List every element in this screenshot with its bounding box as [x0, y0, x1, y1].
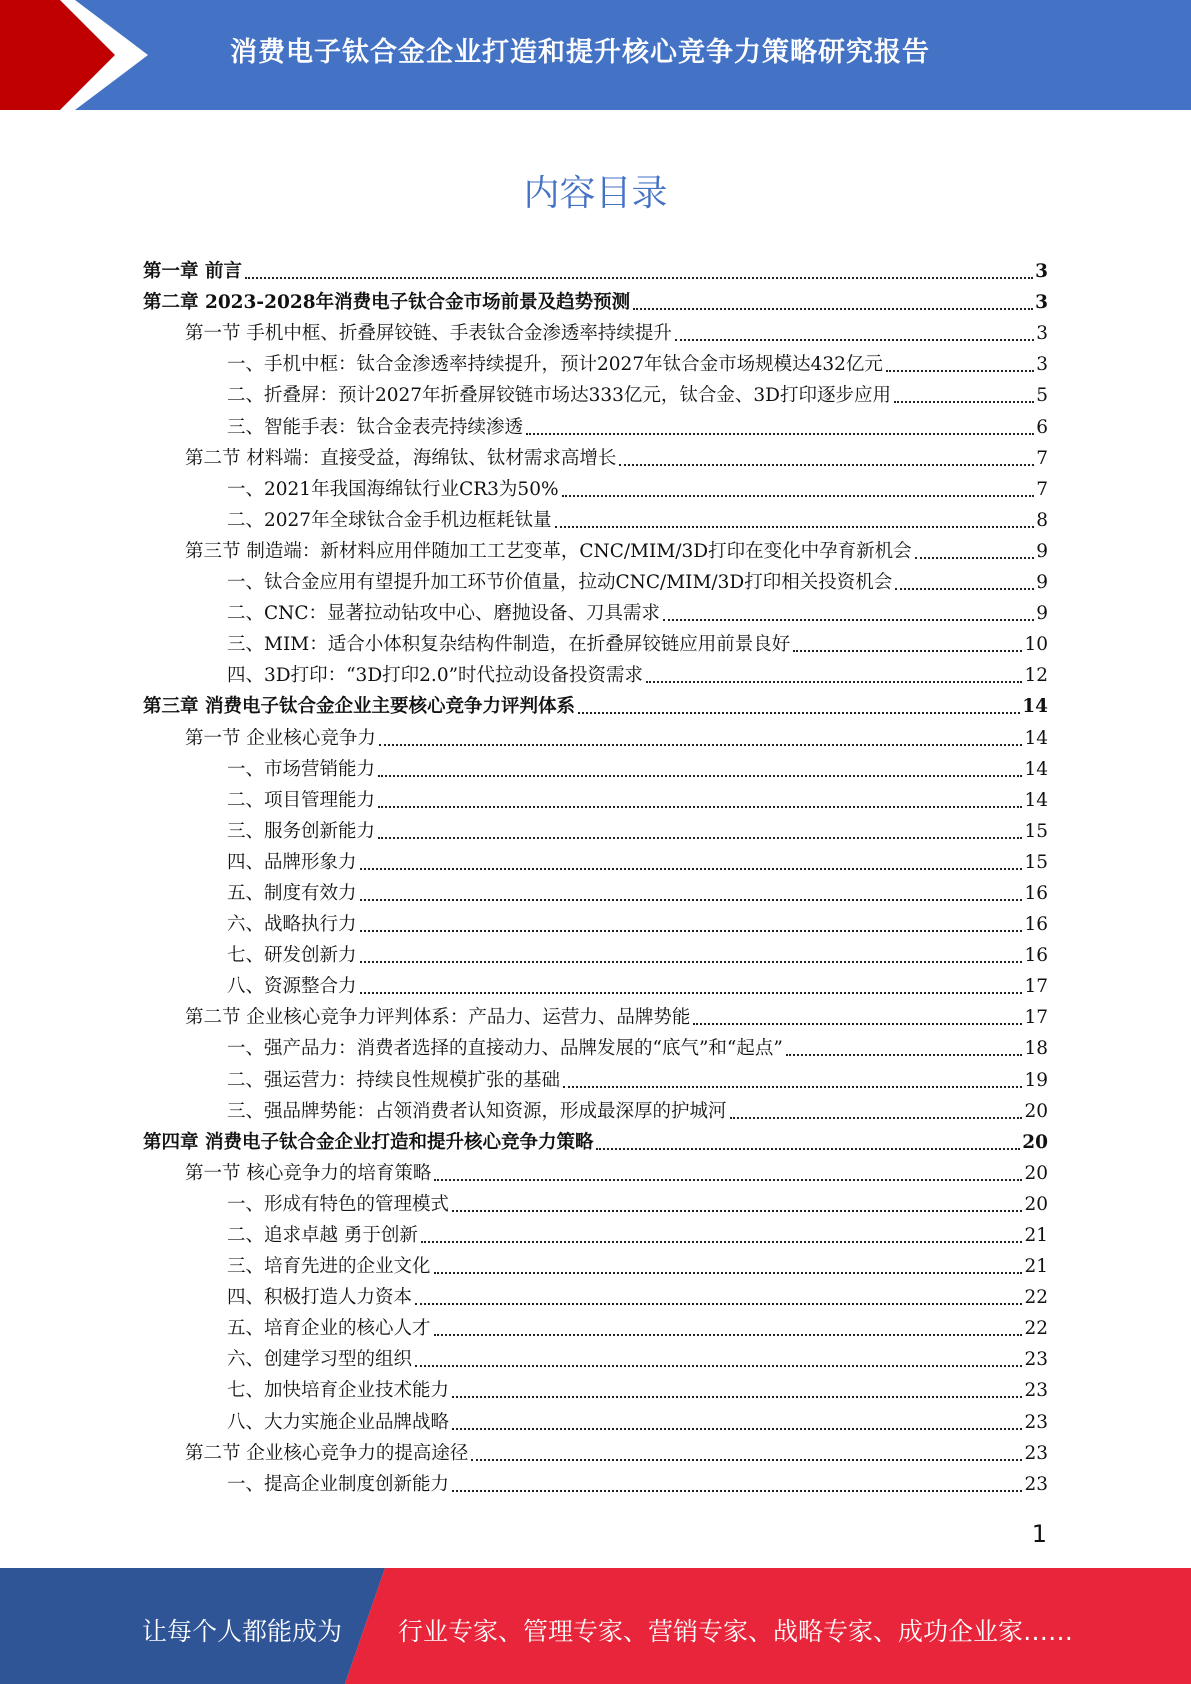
dot-leader — [360, 868, 1023, 870]
dot-leader — [578, 712, 1020, 714]
toc-entry-page: 10 — [1024, 634, 1048, 656]
toc-entry[interactable] — [143, 876, 1048, 907]
toc-entry-page: 9 — [1036, 572, 1048, 594]
toc-entry[interactable] — [143, 720, 1048, 751]
toc-entry-page: 15 — [1024, 820, 1048, 842]
toc-entry[interactable] — [143, 783, 1048, 814]
report-title: 消费电子钛合金企业打造和提升核心竞争力策略研究报告 — [230, 37, 930, 68]
dot-leader — [894, 401, 1034, 403]
toc-entry-title: 八、资源整合力 — [227, 976, 357, 998]
toc-entry-page: 17 — [1024, 976, 1048, 998]
dot-leader — [886, 370, 1034, 372]
toc-entry-page: 22 — [1024, 1287, 1048, 1309]
toc-entry-title: 第一章 前言 — [143, 261, 242, 283]
dot-leader — [555, 526, 1035, 528]
dot-leader — [915, 557, 1035, 559]
toc-entry-title: 四、积极打造人力资本 — [227, 1287, 413, 1309]
toc-entry-title: 一、市场营销能力 — [227, 758, 376, 780]
toc-entry-title: 一、强产品力：消费者选择的直接动力、品牌发展的“底气”和“起点” — [227, 1038, 783, 1060]
toc-entry[interactable] — [143, 1062, 1048, 1093]
toc-entry-page: 20 — [1024, 1193, 1048, 1215]
toc-entry[interactable] — [143, 441, 1048, 472]
toc-entry-title: 四、品牌形象力 — [227, 851, 357, 873]
dot-leader — [378, 775, 1022, 777]
toc-entry-page: 16 — [1024, 945, 1048, 967]
toc-entry[interactable] — [143, 1373, 1048, 1404]
toc-entry-title: 三、服务创新能力 — [227, 820, 376, 842]
dot-leader — [596, 1148, 1020, 1150]
dot-leader — [360, 961, 1023, 963]
footer-banner — [0, 1568, 1191, 1684]
toc-entry[interactable] — [143, 1000, 1048, 1031]
toc-entry-title: 三、智能手表：钛合金表壳持续渗透 — [227, 416, 524, 438]
toc-entry[interactable] — [143, 845, 1048, 876]
toc-entry-title: 七、加快培育企业技术能力 — [227, 1380, 450, 1402]
toc-entry[interactable] — [143, 472, 1048, 503]
toc-entry-title: 第一节 企业核心竞争力 — [185, 727, 376, 749]
dot-leader — [619, 464, 1034, 466]
toc-entry[interactable] — [143, 1031, 1048, 1062]
dot-leader — [563, 1086, 1022, 1088]
dot-leader — [360, 930, 1023, 932]
toc-entry-title: 二、强运营力：持续良性规模扩张的基础 — [227, 1069, 561, 1091]
toc-entry-page: 3 — [1036, 354, 1048, 376]
toc-entry[interactable] — [143, 1342, 1048, 1373]
toc-entry-page: 21 — [1024, 1256, 1048, 1278]
header-chevron-graphic — [0, 0, 160, 110]
toc-entry-title: 第三章 消费电子钛合金企业主要核心竞争力评判体系 — [143, 696, 575, 718]
toc-entry[interactable] — [143, 1436, 1048, 1467]
toc-entry-page: 17 — [1024, 1007, 1048, 1029]
toc-entry-title: 第一节 手机中框、折叠屏铰链、手表钛合金渗透率持续提升 — [185, 323, 672, 345]
dot-leader — [452, 1210, 1022, 1212]
toc-entry-title: 七、研发创新力 — [227, 945, 357, 967]
toc-entry[interactable] — [143, 689, 1048, 720]
dot-leader — [793, 650, 1022, 652]
toc-entry-page: 6 — [1036, 416, 1048, 438]
toc-entry-page: 20 — [1022, 1131, 1048, 1153]
toc-entry-page: 3 — [1035, 261, 1048, 283]
dot-leader — [693, 1023, 1022, 1025]
toc-entry[interactable] — [143, 1467, 1048, 1498]
toc-entry[interactable] — [143, 814, 1048, 845]
dot-leader — [452, 1490, 1022, 1492]
toc-entry-page: 19 — [1024, 1069, 1048, 1091]
toc-entry-title: 五、制度有效力 — [227, 882, 357, 904]
toc-entry-page: 3 — [1036, 323, 1048, 345]
toc-entry-title: 第一节 核心竞争力的培育策略 — [185, 1162, 432, 1184]
toc-entry-page: 23 — [1024, 1442, 1048, 1464]
dot-leader — [675, 339, 1034, 341]
dot-leader — [730, 1117, 1023, 1119]
header-banner — [0, 0, 1191, 110]
toc-entry-page: 16 — [1024, 914, 1048, 936]
toc-entry[interactable] — [143, 316, 1048, 347]
dot-leader — [378, 837, 1022, 839]
dot-leader — [415, 1303, 1022, 1305]
dot-leader — [663, 619, 1034, 621]
toc-entry-page: 22 — [1024, 1318, 1048, 1340]
toc-entry[interactable] — [143, 658, 1048, 689]
dot-leader — [379, 744, 1023, 746]
toc-entry-page: 23 — [1024, 1473, 1048, 1495]
toc-entry[interactable] — [143, 1280, 1048, 1311]
toc-entry[interactable] — [143, 596, 1048, 627]
toc-entry[interactable] — [143, 347, 1048, 378]
dot-leader — [633, 308, 1033, 310]
toc-entry[interactable] — [143, 378, 1048, 409]
dot-leader — [646, 681, 1022, 683]
toc-entry-page: 12 — [1024, 665, 1048, 687]
toc-entry[interactable] — [143, 1094, 1048, 1125]
toc-entry-page: 20 — [1024, 1162, 1048, 1184]
toc-entry[interactable] — [143, 254, 1048, 285]
toc-entry-page: 21 — [1024, 1225, 1048, 1246]
toc-entry-title: 第二节 企业核心竞争力评判体系：产品力、运营力、品牌势能 — [185, 1007, 691, 1029]
toc-entry-page: 14 — [1024, 789, 1048, 811]
toc-entry-title: 第二节 企业核心竞争力的提高途径 — [185, 1442, 469, 1464]
toc-entry-title: 六、战略执行力 — [227, 914, 357, 936]
dot-leader — [434, 1334, 1023, 1336]
toc-entry-page: 9 — [1036, 540, 1048, 562]
toc-heading: 内容目录 — [523, 173, 668, 214]
dot-leader — [452, 1396, 1022, 1398]
toc-entry[interactable] — [143, 285, 1048, 316]
toc-entry-page: 7 — [1036, 478, 1048, 500]
dot-leader — [434, 1179, 1022, 1181]
toc-entry-title: 八、大力实施企业品牌战略 — [227, 1411, 450, 1433]
toc-entry[interactable] — [143, 627, 1048, 658]
dot-leader — [360, 899, 1023, 901]
toc-entry-title: 第三节 制造端：新材料应用伴随加工工艺变革，CNC/MIM/3D打印在变化中孕育新机会 — [185, 540, 912, 562]
toc-entry-page: 3 — [1035, 292, 1048, 314]
toc-entry[interactable] — [143, 1218, 1048, 1249]
toc-entry-title: 一、提高企业制度创新能力 — [227, 1473, 450, 1495]
toc-entry-title: 第二节 材料端：直接受益，海绵钛、钛材需求高增长 — [185, 447, 617, 469]
toc-entry-page: 16 — [1024, 882, 1048, 904]
toc-entry[interactable] — [143, 503, 1048, 534]
toc-entry-page: 14 — [1022, 696, 1048, 718]
toc-entry-title: 一、手机中框：钛合金渗透率持续提升，预计2027年钛合金市场规模达432亿元 — [227, 354, 883, 376]
toc-entry[interactable] — [143, 938, 1048, 969]
toc-entry-page: 20 — [1024, 1100, 1048, 1122]
toc-entry-title: 三、MIM：适合小体积复杂结构件制造，在折叠屏铰链应用前景良好 — [227, 634, 791, 656]
dot-leader — [360, 992, 1023, 994]
toc-entry-page: 23 — [1024, 1380, 1048, 1402]
toc-entry[interactable] — [143, 907, 1048, 938]
toc-entry-title: 一、形成有特色的管理模式 — [227, 1193, 450, 1215]
dot-leader — [786, 1054, 1023, 1056]
dot-leader — [378, 806, 1022, 808]
toc-entry-page: 5 — [1036, 385, 1048, 407]
toc-entry-page: 23 — [1024, 1349, 1048, 1371]
toc-entry[interactable] — [143, 1311, 1048, 1342]
toc-entry-page: 18 — [1024, 1038, 1048, 1060]
dot-leader — [895, 588, 1034, 590]
toc-entry-title: 第二章 2023-2028年消费电子钛合金市场前景及趋势预测 — [143, 292, 631, 314]
dot-leader — [421, 1241, 1023, 1243]
toc-entry-title: 二、2027年全球钛合金手机边框耗钛量 — [227, 509, 552, 531]
toc-entry-page: 9 — [1036, 603, 1048, 625]
toc-entry-title: 四、3D打印：“3D打印2.0”时代拉动设备投资需求 — [227, 665, 644, 687]
table-of-contents — [143, 254, 1048, 1498]
toc-entry-title: 一、2021年我国海绵钛行业CR3为50% — [227, 478, 559, 500]
toc-entry-title: 二、折叠屏：预计2027年折叠屏铰链市场达333亿元，钛合金、3D打印逐步应用 — [227, 385, 891, 407]
toc-entry[interactable] — [143, 409, 1048, 440]
toc-entry[interactable] — [143, 1249, 1048, 1280]
dot-leader — [434, 1272, 1023, 1274]
toc-entry[interactable] — [143, 565, 1048, 596]
toc-entry-title: 三、强品牌势能：占领消费者认知资源，形成最深厚的护城河 — [227, 1100, 727, 1122]
dot-leader — [415, 1365, 1022, 1367]
toc-entry-page: 8 — [1036, 509, 1048, 531]
toc-entry-page: 7 — [1036, 447, 1048, 469]
toc-entry[interactable] — [143, 752, 1048, 783]
toc-entry-page: 14 — [1024, 727, 1048, 749]
footer-slogan-left: 让每个人都能成为 — [142, 1617, 343, 1646]
toc-entry[interactable] — [143, 1404, 1048, 1435]
toc-entry-title: 三、培育先进的企业文化 — [227, 1256, 431, 1278]
toc-entry[interactable] — [143, 969, 1048, 1000]
dot-leader — [562, 495, 1035, 497]
toc-entry[interactable] — [143, 1125, 1048, 1156]
dot-leader — [245, 277, 1033, 279]
toc-entry-title: 二、CNC：显著拉动钻攻中心、磨抛设备、刀具需求 — [227, 603, 660, 625]
toc-entry[interactable] — [143, 1156, 1048, 1187]
dot-leader — [452, 1428, 1022, 1430]
footer-slogan-right: 行业专家、管理专家、营销专家、战略专家、成功企业家…… — [398, 1617, 1074, 1646]
toc-entry-title: 二、追求卓越 勇于创新 — [227, 1225, 418, 1246]
toc-entry-page: 15 — [1024, 851, 1048, 873]
toc-entry-title: 一、钛合金应用有望提升加工环节价值量，拉动CNC/MIM/3D打印相关投资机会 — [227, 572, 893, 594]
toc-entry[interactable] — [143, 1187, 1048, 1218]
dot-leader — [471, 1459, 1022, 1461]
dot-leader — [526, 433, 1034, 435]
toc-entry-title: 六、创建学习型的组织 — [227, 1349, 413, 1371]
toc-entry-page: 23 — [1024, 1411, 1048, 1433]
toc-entry-page: 14 — [1024, 758, 1048, 780]
toc-entry-title: 五、培育企业的核心人才 — [227, 1318, 431, 1340]
toc-entry[interactable] — [143, 534, 1048, 565]
toc-entry-title: 二、项目管理能力 — [227, 789, 376, 811]
page-number: 1 — [1031, 1520, 1047, 1548]
toc-entry-title: 第四章 消费电子钛合金企业打造和提升核心竞争力策略 — [143, 1131, 594, 1153]
